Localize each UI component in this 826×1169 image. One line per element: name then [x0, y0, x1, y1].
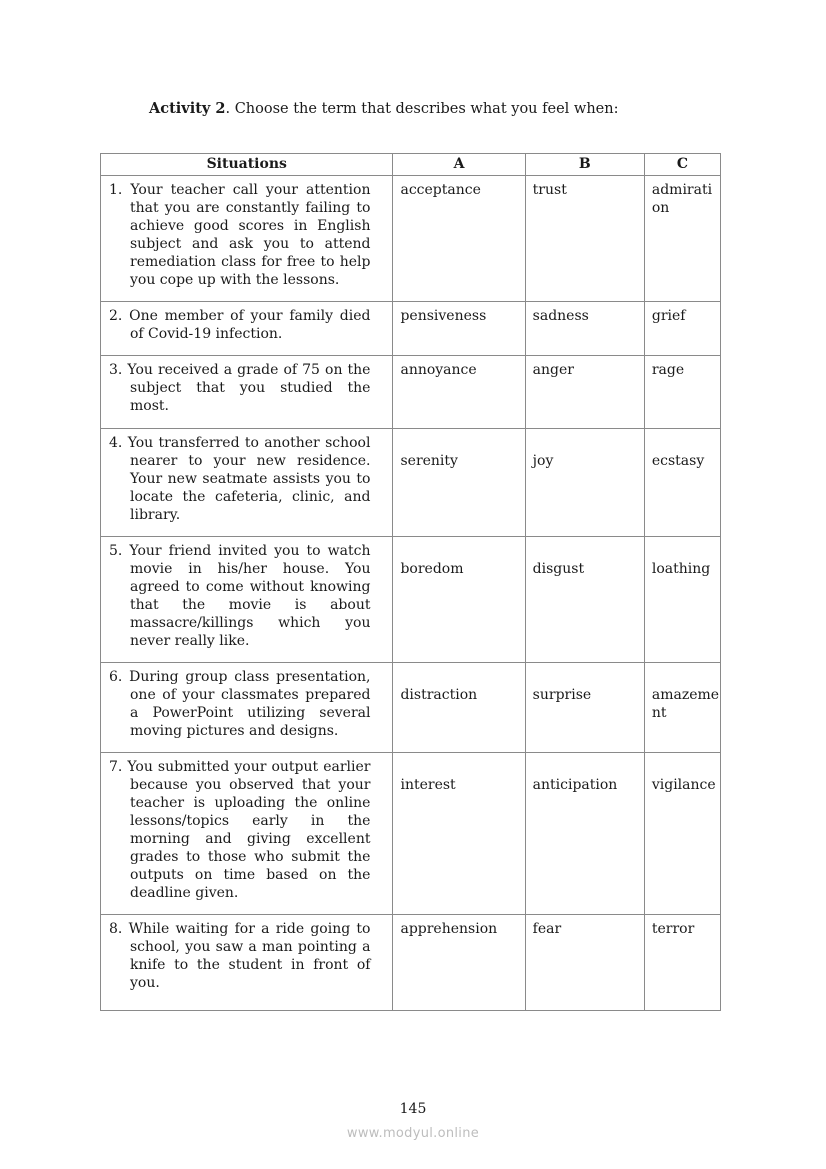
table-row: [101, 663, 721, 753]
option-a: boredom: [393, 537, 525, 663]
table-row: [101, 429, 721, 537]
option-b: disgust: [525, 537, 644, 663]
situation-text: 3. You received a grade of 75 on the subject that you studied the most.: [109, 362, 371, 414]
option-a: acceptance: [393, 176, 525, 302]
option-c: vigilance: [644, 753, 720, 915]
situation-text: 8. While waiting for a ride going to school, you saw a man pointing a knife to the student in front of you.: [109, 921, 371, 991]
situation-text: 7. You submitted your output earlier because you observed that your teacher is uploading the online lessons/topics early in the morning and giving excellent grades to those who submit the outputs on time based on the deadline given.: [109, 759, 371, 901]
option-a: annoyance: [393, 356, 525, 429]
option-a: apprehension: [393, 915, 525, 1011]
table-header-row: [101, 154, 721, 176]
option-c: terror: [644, 915, 720, 1011]
option-b: sadness: [525, 302, 644, 356]
option-b: trust: [525, 176, 644, 302]
option-c: loathing: [644, 537, 720, 663]
situation-text: 1. Your teacher call your attention that you are constantly failing to achieve good scores in English subject and ask you to attend remediation class for free to help you cope up with the lessons.: [109, 182, 371, 288]
option-c: admiration: [644, 176, 720, 302]
watermark: www.modyul.online: [346, 1126, 480, 1141]
situation-text: 5. Your friend invited you to watch movie in his/her house. You agreed to come without knowing that the movie is about massacre/killings which you never really like.: [109, 543, 371, 649]
table-row: [101, 176, 721, 302]
option-a: distraction: [393, 663, 525, 753]
option-a: interest: [393, 753, 525, 915]
header-b: B: [525, 154, 644, 176]
option-c: ecstasy: [644, 429, 720, 537]
header-situations: Situations: [101, 154, 393, 176]
option-b: anticipation: [525, 753, 644, 915]
option-c: rage: [644, 356, 720, 429]
table-row: [101, 356, 721, 429]
table-row: [101, 302, 721, 356]
option-c: grief: [644, 302, 720, 356]
situation-text: 4. You transferred to another school nearer to your new residence. Your new seatmate assists you to locate the cafeteria, clinic, and library.: [109, 435, 371, 523]
activity-instruction: [149, 100, 618, 117]
situation-text: 6. During group class presentation, one of your classmates prepared a PowerPoint utilizing several moving pictures and designs.: [109, 669, 371, 739]
option-a: pensiveness: [393, 302, 525, 356]
option-b: joy: [525, 429, 644, 537]
header-a: A: [393, 154, 525, 176]
option-c: amazement: [644, 663, 720, 753]
option-b: fear: [525, 915, 644, 1011]
option-b: surprise: [525, 663, 644, 753]
page-number: 145: [399, 1101, 427, 1117]
option-b: anger: [525, 356, 644, 429]
header-c: C: [644, 154, 720, 176]
activity-label: Activity 2: [149, 100, 226, 117]
situation-text: 2. One member of your family died of Covid-19 infection.: [109, 308, 371, 342]
instruction-text: . Choose the term that describes what you feel when:: [225, 101, 619, 117]
table-row: [101, 915, 721, 1011]
table-row: [101, 753, 721, 915]
situations-table: [100, 153, 721, 1011]
table-row: [101, 537, 721, 663]
option-a: serenity: [393, 429, 525, 537]
